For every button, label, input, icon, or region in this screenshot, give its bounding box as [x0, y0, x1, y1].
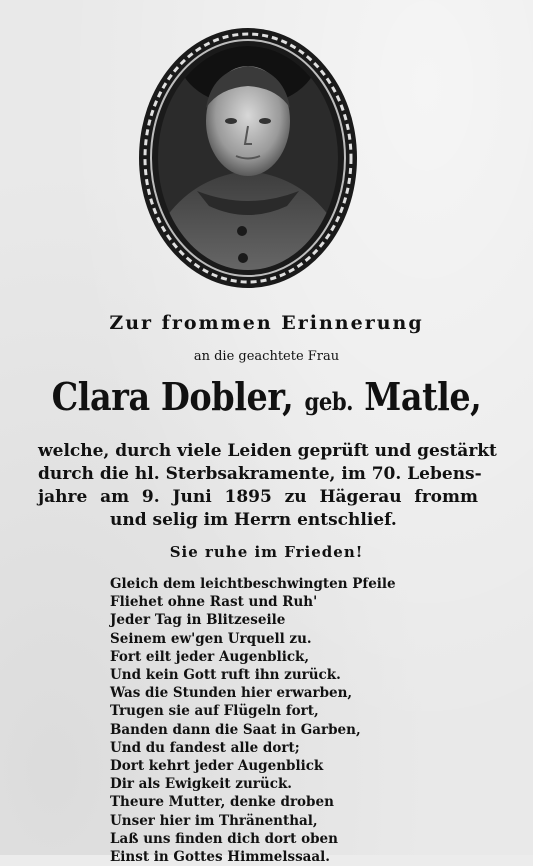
poem-line: Fliehet ohne Rast und Ruh' [110, 594, 318, 611]
card-subheading: an die geachtete Frau [193, 349, 340, 364]
dedication-line: jahre am 9. Juni 1895 zu Hägerau fromm [38, 487, 478, 507]
poem-line: Jeder Tag in Blitzeseile [110, 612, 286, 629]
poem-line: Dort kehrt jeder Augenblick [110, 758, 324, 775]
poem-line: Seinem ew'gen Urquell zu. [110, 630, 312, 647]
poem-line: Was die Stunden hier erwarben, [110, 685, 353, 702]
maiden-name: Matle, [364, 374, 482, 419]
dedication-line: und selig im Herrn entschlief. [110, 510, 397, 530]
dedication-text [38, 440, 497, 532]
poem-line: Dir als Ewigkeit zurück. [110, 776, 292, 793]
poem [110, 575, 430, 866]
portrait-photo-icon [137, 26, 359, 290]
dedication-line: welche, durch viele Leiden geprüft und gestärkt [38, 441, 497, 461]
poem-line: Fort eilt jeder Augenblick, [110, 648, 310, 665]
deceased-first-name: Clara Dobler, [51, 374, 294, 419]
poem-line: Unser hier im Thränenthal, [110, 812, 318, 829]
poem-line: Und kein Gott ruft ihn zurück. [110, 667, 341, 684]
poem-line: Trugen sie auf Flügeln fort, [110, 703, 319, 720]
deceased-name [32, 374, 501, 419]
poem-line: Laß uns finden dich dort oben [110, 830, 338, 847]
poem-line: Einst in Gottes Himmelssaal. [110, 849, 331, 866]
poem-line: Und du fandest alle dort; [110, 739, 300, 756]
name-suffix: geb. [304, 387, 354, 416]
rest-in-peace-line: Sie ruhe im Frieden! [169, 543, 364, 561]
card-heading: Zur frommen Erinnerung [109, 312, 424, 334]
poem-line: Banden dann die Saat in Garben, [110, 721, 361, 738]
poem-line: Gleich dem leichtbeschwingten Pfeile [110, 576, 396, 592]
poem-line: Theure Mutter, denke droben [110, 794, 334, 811]
dedication-line: durch die hl. Sterbsakramente, im 70. Lebens- [38, 464, 482, 484]
